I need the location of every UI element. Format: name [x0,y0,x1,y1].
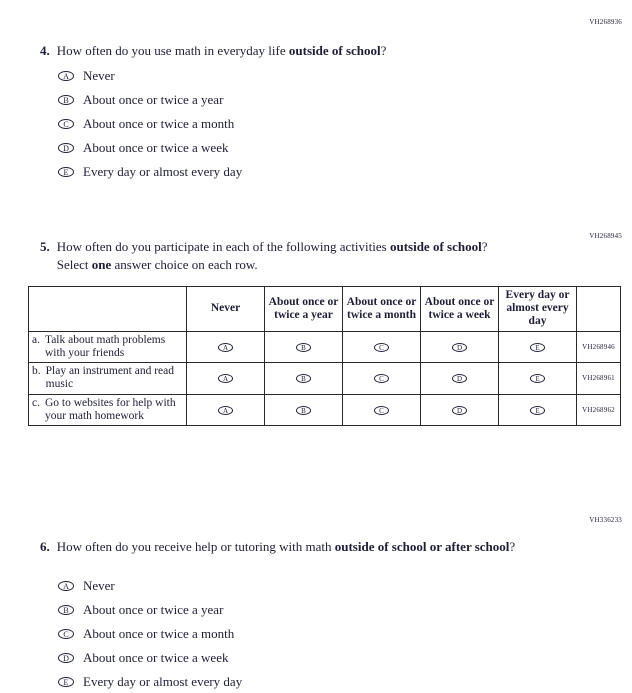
answer-bubble[interactable] [58,71,74,81]
table-answer-cell [187,394,265,425]
answer-option [58,92,242,107]
table-answer-cell [421,331,499,362]
answer-bubble[interactable] [218,343,233,352]
answer-bubble[interactable] [58,677,74,687]
answer-bubble[interactable] [374,406,389,415]
table-answer-cell [187,331,265,362]
row-label-text: Talk about math problems with your friends [44,333,166,359]
bubble-letter: B [63,95,69,105]
question-5-text-mid: ? Select [56,239,488,273]
row-label-text: Go to websites for help with your math homework [44,396,176,422]
row-label-text: Play an instrument and read music [45,365,175,391]
table-row [29,363,621,394]
question-5-text-bold2: one [91,257,112,273]
answer-bubble[interactable] [58,119,74,129]
table-header-row [29,287,621,332]
question-5-text [57,238,510,274]
table-header-year: About once or twice a year [265,287,343,332]
table-answer-cell [265,331,343,362]
answer-option-label: About once or twice a week [83,139,229,155]
table-answer-cell [343,394,421,425]
bubble-letter: A [222,343,229,352]
answer-option-label: About once or twice a week [83,649,229,665]
row-prefix: b. [32,365,41,378]
answer-option [58,116,242,131]
answer-option [58,164,242,179]
question-6-text-pre: How often do you receive help or tutoring with math [56,539,335,554]
answer-option [58,578,242,593]
bubble-letter: D [456,375,463,384]
answer-option [58,674,242,689]
answer-option-label: About once or twice a year [83,601,224,617]
answer-option [58,650,242,665]
question-6-number: 6. [40,539,50,554]
answer-bubble[interactable] [58,629,74,639]
bubble-letter: C [379,343,384,352]
answer-option [58,602,242,617]
question-6-text-bold: outside of school or after school [334,539,510,554]
answer-option-label: Every day or almost every day [83,673,243,689]
question-6-text [57,538,515,556]
question-6-options [58,578,242,693]
table-answer-cell [499,394,577,425]
answer-bubble[interactable] [530,374,545,383]
table-header-month: About once or twice a month [343,287,421,332]
bubble-letter: C [63,629,69,639]
bubble-letter: B [301,406,306,415]
table-answer-cell [187,363,265,394]
bubble-letter: D [456,343,463,352]
question-4-text-pre: How often do you use math in everyday life [56,43,289,58]
bubble-letter: E [535,406,540,415]
answer-option [58,68,242,83]
answer-option-label: Never [83,577,115,593]
bubble-letter: C [379,375,384,384]
bubble-letter: A [222,375,229,384]
answer-option [58,626,242,641]
answer-bubble[interactable] [374,374,389,383]
question-5-table [28,286,621,426]
answer-option-label: About once or twice a month [83,625,235,641]
answer-bubble[interactable] [58,581,74,591]
item-code-q6: VH336233 [589,516,622,524]
bubble-letter: E [535,343,540,352]
table-answer-cell [499,331,577,362]
answer-bubble[interactable] [374,343,389,352]
answer-option-label: Every day or almost every day [83,163,243,179]
table-row [29,394,621,425]
question-6 [40,538,570,556]
bubble-letter: D [63,653,69,663]
item-code-q4: VH268936 [589,18,622,26]
table-answer-cell [421,363,499,394]
table-header-code-empty [577,287,621,332]
question-5 [40,238,510,274]
answer-bubble[interactable] [218,374,233,383]
bubble-letter: B [301,343,306,352]
table-header-empty [29,287,187,332]
row-item-code: VH268962 [577,394,621,425]
bubble-letter: D [456,406,463,415]
answer-bubble[interactable] [452,343,467,352]
answer-bubble[interactable] [218,406,233,415]
item-code-q5: VH268945 [589,232,622,240]
table-row-label [29,363,187,394]
table-row-label [29,394,187,425]
question-5-text-post: answer choice on each row. [111,257,258,273]
answer-bubble[interactable] [530,343,545,352]
question-4-number: 4. [40,43,50,58]
answer-bubble[interactable] [296,374,311,383]
answer-bubble[interactable] [452,374,467,383]
answer-option-label: Never [83,67,115,83]
table-answer-cell [343,331,421,362]
table-answer-cell [343,363,421,394]
bubble-letter: B [63,605,69,615]
table-answer-cell [499,363,577,394]
bubble-letter: B [301,375,306,384]
answer-bubble[interactable] [58,167,74,177]
bubble-letter: A [63,581,69,591]
answer-bubble[interactable] [58,605,74,615]
table-answer-cell [265,363,343,394]
row-item-code: VH268946 [577,331,621,362]
answer-option [58,140,242,155]
question-4 [40,42,386,60]
table-header-everyday: Every day or almost every day [499,287,577,332]
question-4-text [57,42,387,60]
bubble-letter: E [63,167,69,177]
answer-option-label: About once or twice a month [83,115,235,131]
answer-bubble[interactable] [452,406,467,415]
answer-bubble[interactable] [58,143,74,153]
table-header-week: About once or twice a week [421,287,499,332]
bubble-letter: C [63,119,69,129]
table-answer-cell [421,394,499,425]
bubble-letter: E [63,677,69,687]
answer-bubble[interactable] [530,406,545,415]
answer-bubble[interactable] [296,343,311,352]
question-4-text-post: ? [380,43,387,58]
bubble-letter: C [379,406,384,415]
table-row-label [29,331,187,362]
question-5-number: 5. [40,239,50,254]
table-row [29,331,621,362]
row-prefix: a. [32,333,40,346]
question-4-options [58,68,242,188]
bubble-letter: E [535,375,540,384]
answer-bubble[interactable] [296,406,311,415]
question-6-text-post: ? [509,539,516,554]
answer-bubble[interactable] [58,653,74,663]
table-header-never: Never [187,287,265,332]
question-4-text-bold: outside of school [288,43,381,58]
bubble-letter: D [63,143,69,153]
bubble-letter: A [63,71,69,81]
question-5-text-bold: outside of school [389,239,482,254]
bubble-letter: A [222,406,229,415]
question-5-text-pre: How often do you participate in each of the following activities [56,239,390,254]
row-prefix: c. [32,396,40,409]
row-item-code: VH268961 [577,363,621,394]
table-answer-cell [265,394,343,425]
answer-bubble[interactable] [58,95,74,105]
answer-option-label: About once or twice a year [83,91,224,107]
